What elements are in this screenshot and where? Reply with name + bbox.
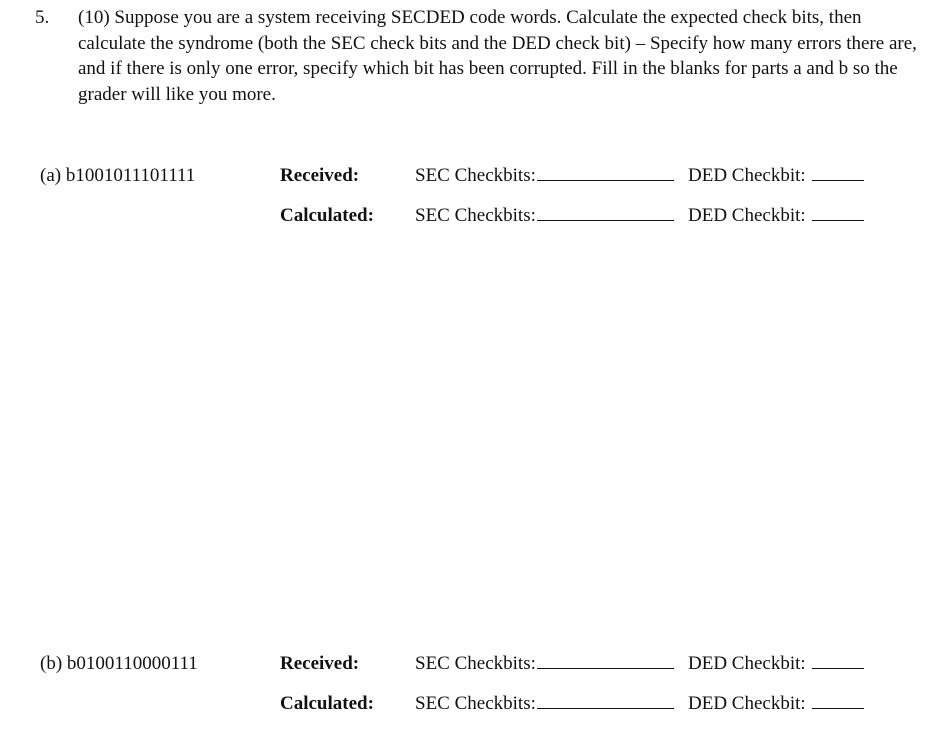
sec-checkbits-label: SEC Checkbits: <box>415 653 536 674</box>
ded-checkbit-label: DED Checkbit: <box>688 165 806 186</box>
question-text: (10) Suppose you are a system receiving SECDED code words. Calculate the expected check bits, then calculate the syndrome (both the SEC check bits and the DED check bit) – Specify how many errors there are, and if there is only one error, specify which bit has been corrupted. Fill in the blanks for parts a and b so the grader will like you more. <box>78 7 917 105</box>
sec-checkbits-blank[interactable] <box>537 179 674 181</box>
part-b-calculated-sec <box>415 693 674 715</box>
sec-checkbits-blank[interactable] <box>537 667 674 669</box>
part-a-received-sec <box>415 165 674 187</box>
part-b-received-sec <box>415 653 674 675</box>
part-a-calculated-label: Calculated: <box>280 205 374 226</box>
ded-checkbit-label: DED Checkbit: <box>688 693 806 714</box>
ded-checkbit-blank[interactable] <box>812 667 864 669</box>
part-a-calculated-sec <box>415 205 674 227</box>
sec-checkbits-label: SEC Checkbits: <box>415 693 536 714</box>
part-a-calculated-ded <box>688 205 864 227</box>
part-b-calculated-ded <box>688 693 864 715</box>
part-a-received-ded <box>688 165 864 187</box>
sec-checkbits-blank[interactable] <box>537 707 674 709</box>
part-b-received-label: Received: <box>280 653 360 674</box>
part-b-calculated-label: Calculated: <box>280 693 374 714</box>
question-number: 5. <box>35 7 50 28</box>
sec-checkbits-label: SEC Checkbits: <box>415 205 536 226</box>
part-b-label: (b) b0100110000111 <box>40 653 198 674</box>
sec-checkbits-blank[interactable] <box>537 219 674 221</box>
ded-checkbit-label: DED Checkbit: <box>688 653 806 674</box>
ded-checkbit-label: DED Checkbit: <box>688 205 806 226</box>
part-a-received-label: Received: <box>280 165 360 186</box>
sec-checkbits-label: SEC Checkbits: <box>415 165 536 186</box>
ded-checkbit-blank[interactable] <box>812 219 864 221</box>
part-b-received-ded <box>688 653 864 675</box>
ded-checkbit-blank[interactable] <box>812 707 864 709</box>
ded-checkbit-blank[interactable] <box>812 179 864 181</box>
part-a-label: (a) b1001011101111 <box>40 165 196 186</box>
